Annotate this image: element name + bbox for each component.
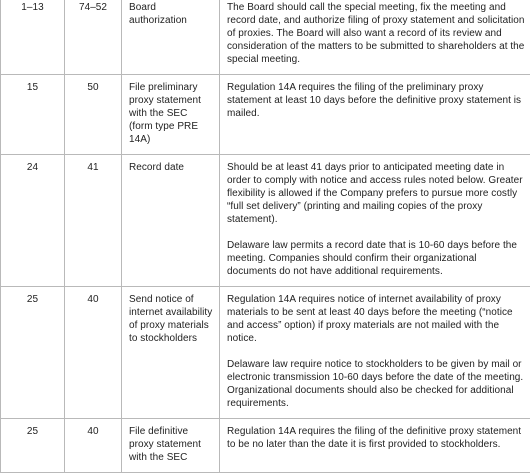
days-cell-a: 1–13 (1, 0, 65, 75)
days-cell-b: 41 (65, 155, 122, 287)
notes-cell (220, 155, 530, 287)
note-paragraph: Regulation 14A requires notice of internet availability of proxy materials to be sent at least 40 days before the meeting (“notice and access” option) if proxy materials are not mailed with the notice. (227, 293, 526, 345)
days-cell-b: 40 (65, 419, 122, 473)
notes-cell (220, 75, 530, 155)
action-cell: File definitive proxy statement with the SEC (122, 419, 220, 473)
action-cell: File preliminary proxy statement with the SEC (form type PRE 14A) (122, 75, 220, 155)
days-cell-b: 74–52 (65, 0, 122, 75)
note-paragraph: Regulation 14A requires the filing of the definitive proxy statement to be no later than the date it is first provided to stockholders. (227, 425, 526, 451)
days-cell-a: 25 (1, 419, 65, 473)
table-row (1, 419, 530, 473)
days-cell-a: 25 (1, 287, 65, 419)
note-paragraph: Delaware law require notice to stockholders to be given by mail or electronic transmission 10-60 days before the date of the meeting. Organizational documents should also be checked for additional requirements. (227, 358, 526, 410)
action-cell: Board authorization (122, 0, 220, 75)
days-cell-a: 15 (1, 75, 65, 155)
notes-cell (220, 287, 530, 419)
days-cell-b: 40 (65, 287, 122, 419)
notes-cell (220, 419, 530, 473)
table-row (1, 287, 530, 419)
note-paragraph: The Board should call the special meeting, fix the meeting and record date, and authorize filing of proxy statement and solicitation of proxies. The Board will also want a record of its review and consideration of the matters to be submitted to shareholders at the special meeting. (227, 1, 526, 66)
note-paragraph: Delaware law permits a record date that is 10-60 days before the meeting. Companies should confirm their organizational documents do not have additional requirements. (227, 239, 526, 278)
action-cell: Record date (122, 155, 220, 287)
table-row (1, 0, 530, 75)
note-paragraph: Should be at least 41 days prior to anticipated meeting date in order to comply with notice and access rules noted below. Greater flexibility is allowed if the Company prefers to pursue more costly “full set delivery” (printing and mailing copies of the proxy statement). (227, 161, 526, 226)
days-cell-b: 50 (65, 75, 122, 155)
note-paragraph: Regulation 14A requires the filing of the preliminary proxy statement at least 10 days before the definitive proxy statement is mailed. (227, 81, 526, 120)
table-row (1, 75, 530, 155)
days-cell-a: 24 (1, 155, 65, 287)
action-cell: Send notice of internet availability of proxy materials to stockholders (122, 287, 220, 419)
notes-cell (220, 0, 530, 75)
table-row (1, 155, 530, 287)
